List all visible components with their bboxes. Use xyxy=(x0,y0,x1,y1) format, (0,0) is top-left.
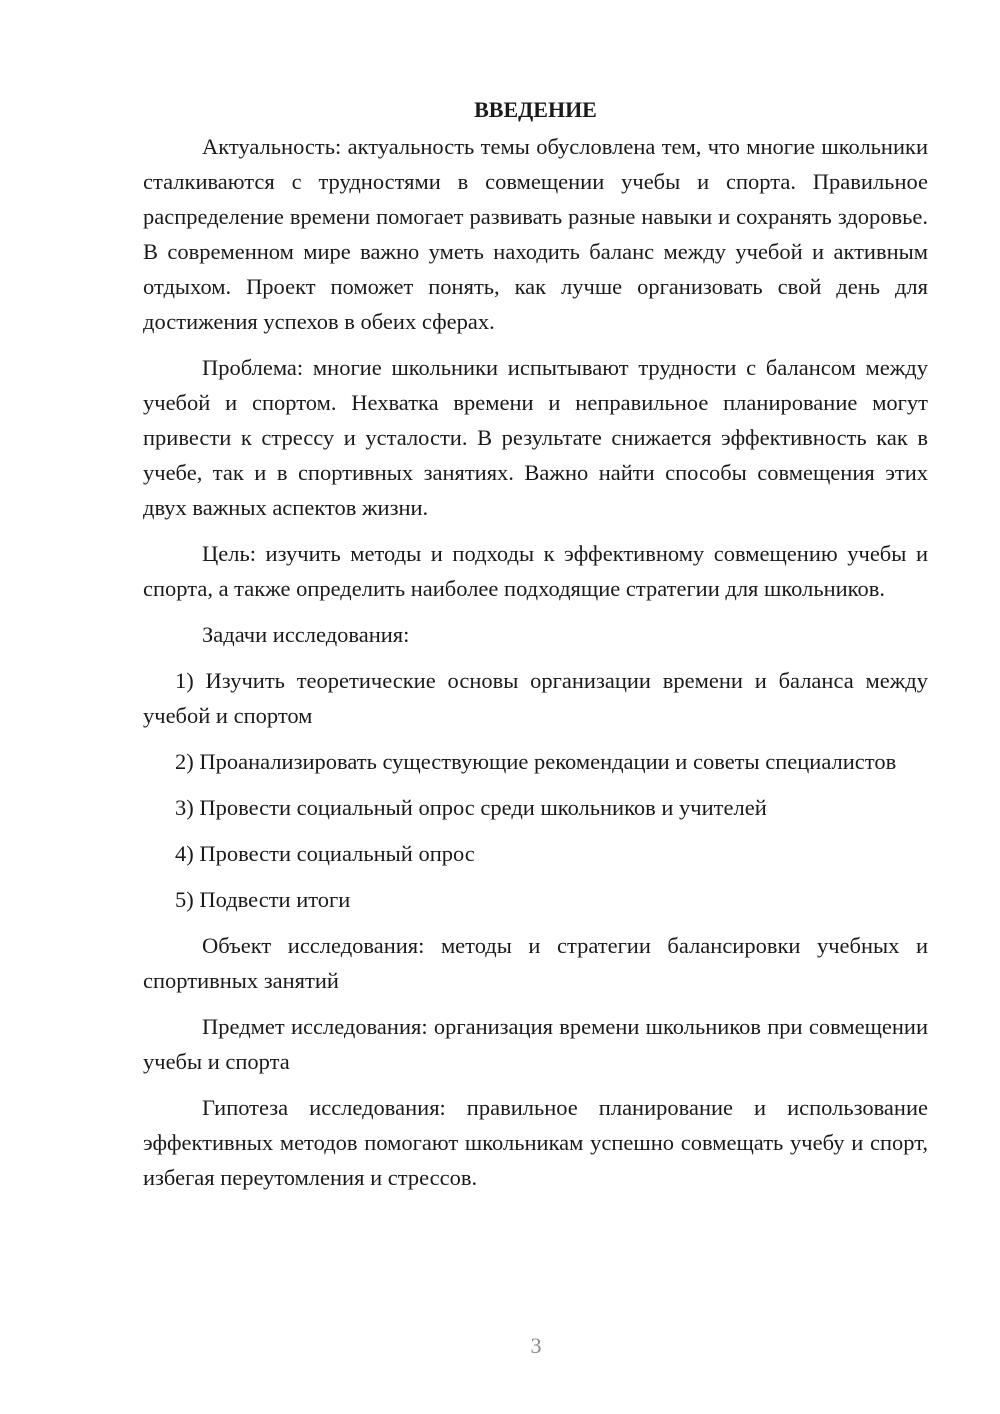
problem-paragraph: Проблема: многие школьники испытывают трудности с балансом между учебой и спортом. Нехватка времени и неправильное планирование могут привести к стрессу и усталости. В результате снижается эффективность как в учебе, так и в спортивных занятиях. Важно найти способы совмещения этих двух важных аспектов жизни. xyxy=(143,355,928,520)
task-item: 3) Провести социальный опрос среди школьников и учителей xyxy=(175,795,767,820)
hypothesis-paragraph: Гипотеза исследования: правильное планирование и использование эффективных методов помогают школьникам успешно совмещать учебу и спорт, избегая переутомления и стрессов. xyxy=(143,1095,928,1190)
task-item: 2) Проанализировать существующие рекомендации и советы специалистов xyxy=(175,749,897,774)
tasks-title: Задачи исследования: xyxy=(202,622,410,647)
document-page xyxy=(143,92,928,1206)
task-item: 4) Провести социальный опрос xyxy=(175,841,475,866)
object-paragraph: Объект исследования: методы и стратегии балансировки учебных и спортивных занятий xyxy=(143,933,928,993)
goal-paragraph: Цель: изучить методы и подходы к эффективному совмещению учебы и спорта, а также определить наиболее подходящие стратегии для школьников. xyxy=(143,541,928,601)
page-number: 3 xyxy=(530,1333,542,1358)
task-item: 1) Изучить теоретические основы организации времени и баланса между учебой и спортом xyxy=(143,668,928,728)
relevance-paragraph: Актуальность: актуальность темы обусловлена тем, что многие школьники сталкиваются с трудностями в совмещении учебы и спорта. Правильное распределение времени помогает развивать разные навыки и сохранять здоровье. В современном мире важно уметь находить баланс между учебой и активным отдыхом. Проект поможет понять, как лучше организовать свой день для достижения успехов в обеих сферах. xyxy=(143,134,928,334)
section-heading: ВВЕДЕНИЕ xyxy=(474,97,597,122)
task-item: 5) Подвести итоги xyxy=(175,887,351,912)
subject-paragraph: Предмет исследования: организация времени школьников при совмещении учебы и спорта xyxy=(143,1014,928,1074)
